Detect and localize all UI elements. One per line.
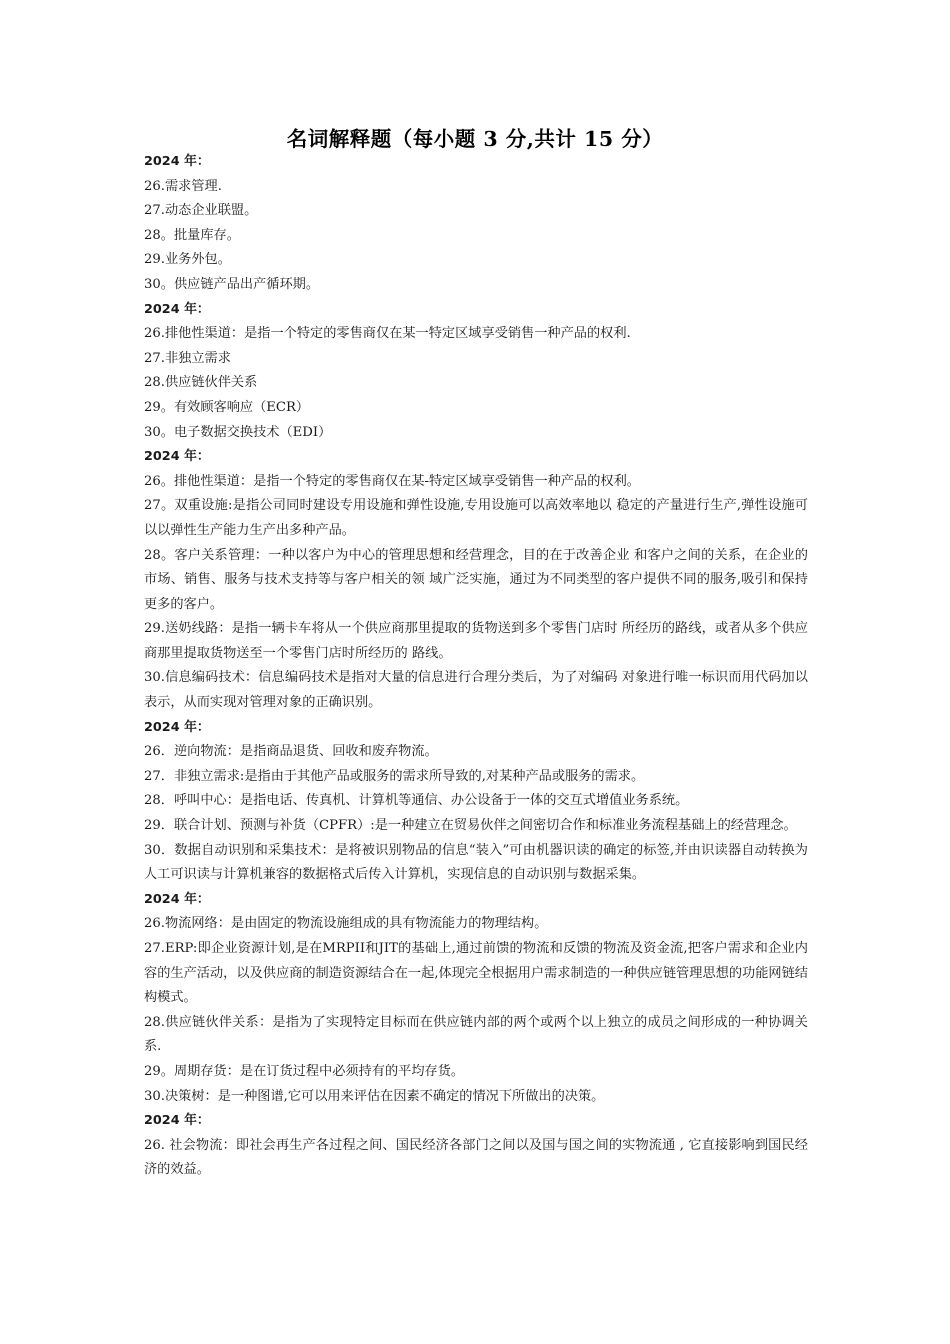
year-section [144, 888, 808, 1109]
year-heading: 2024 年： [144, 154, 210, 169]
year-section [144, 298, 808, 446]
list-item: 30．数据自动识别和采集技术：是将被识别物品的信息“装入”可由机器识读的确定的标签,并由识读器自动转换为人工可识读与计算机兼容的数据格式后传入计算机，实现信息的自动识别与数据采集。 [144, 842, 808, 883]
list-item: 27。双重设施:是指公司同时建设专用设施和弹性设施,专用设施可以高效率地以 稳定的产量进行生产,弹性设施可以以弹性生产能力生产出多种产品。 [144, 498, 808, 538]
list-item: 27.ERP:即企业资源计划,是在MRPII和JIT的基础上,通过前馈的物流和反馈的物流及资金流,把客户需求和企业内容的生产活动，以及供应商的制造资源结合在一起,体现完全根据用户需求制造的一种供应链管理思想的功能网链结构模式。 [144, 941, 808, 1006]
year-heading: 2024 年： [144, 719, 210, 735]
list-item: 29．联合计划、预测与补货（CPFR）:是一种建立在贸易伙伴之间密切合作和标准业务流程基础上的经营理念。 [144, 818, 797, 834]
list-item: 26。排他性渠道：是指一个特定的零售商仅在某-特定区域享受销售一种产品的权利。 [144, 473, 640, 489]
list-item: 30.信息编码技术：信息编码技术是指对大量的信息进行合理分类后，为了对编码 对象进行唯一标识而用代码加以表示，从而实现对管理对象的正确识别。 [144, 670, 808, 711]
list-item: 29。周期存货：是在订货过程中必须持有的平均存货。 [144, 1063, 465, 1079]
list-item: 28．呼叫中心：是指电话、传真机、计算机等通信、办公设备于一体的交互式增值业务系统。 [144, 793, 689, 809]
list-item: 30。电子数据交换技术（EDI） [144, 424, 332, 440]
year-heading: 2024 年： [144, 449, 210, 465]
page-title: 名词解释题（每小题 3 分,共计 15 分） [286, 127, 664, 151]
list-item: 27．非独立需求:是指由于其他产品或服务的需求所导致的,对某种产品或服务的需求。 [144, 768, 645, 784]
document-body [144, 150, 808, 1183]
year-heading: 2024 年： [144, 1113, 210, 1129]
list-item: 30.决策树：是一种图谱,它可以用来评估在因素不确定的情况下所做出的决策。 [144, 1088, 605, 1104]
list-item: 26.需求管理. [144, 178, 222, 194]
list-item: 29.业务外包。 [144, 252, 231, 268]
year-section [144, 716, 808, 888]
year-heading: 2024 年： [144, 891, 210, 907]
list-item: 26.排他性渠道：是指一个特定的零售商仅在某一特定区域享受销售一种产品的权利. [144, 326, 631, 342]
list-item: 28。批量库存。 [144, 227, 240, 243]
year-section [144, 1109, 808, 1183]
list-item: 29。有效顾客响应（ECR） [144, 399, 310, 415]
list-item: 27.动态企业联盟。 [144, 203, 258, 219]
year-heading: 2024 年： [144, 301, 210, 317]
list-item: 30。供应链产品出产循环期。 [144, 276, 320, 292]
list-item: 28.供应链伙伴关系 [144, 375, 258, 391]
list-item: 27.非独立需求 [144, 350, 231, 366]
list-item: 29.送奶线路：是指一辆卡车将从一个供应商那里提取的货物送到多个零售门店时 所经历的路线，或者从多个供应商那里提取货物送至一个零售门店时所经历的 路线。 [144, 621, 808, 661]
list-item: 26.物流网络：是由固定的物流设施组成的具有物流能力的物理结构。 [144, 916, 548, 932]
year-section [144, 445, 808, 716]
list-item: 26．逆向物流：是指商品退货、回收和废弃物流。 [144, 744, 438, 760]
year-section [144, 150, 808, 298]
list-item: 28.供应链伙伴关系：是指为了实现特定目标而在供应链内部的两个或两个以上独立的成员之间形成的一种协调关系. [144, 1014, 808, 1055]
list-item: 28。客户关系管理：一种以客户为中心的管理思想和经营理念，目的在于改善企业 和客户之间的关系，在企业的市场、销售、服务与技术支持等与客户相关的领 域广泛实施，通过为不同类型的客户提供不同的服务,吸引和保持更多的客户。 [144, 547, 808, 612]
list-item: 26. 社会物流：即社会再生产各过程之间、国民经济各部门之间以及国与国之间的实物流通 , 它直接影响到国民经济的效益。 [144, 1137, 808, 1178]
